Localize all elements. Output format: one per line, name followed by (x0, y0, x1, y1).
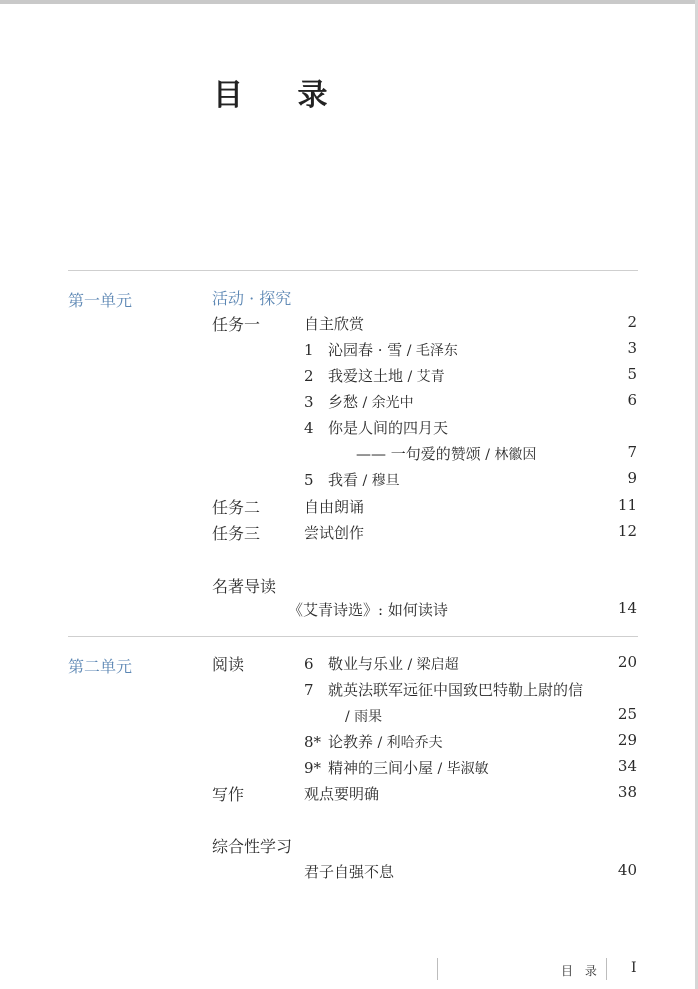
task-label: 任务三 (212, 524, 261, 543)
task-label: 任务二 (212, 498, 261, 517)
section-label: 写作 (212, 785, 245, 804)
page-number: 34 (617, 757, 637, 775)
page-number: 25 (617, 705, 637, 723)
lesson-author: / 穆旦 (358, 473, 400, 489)
lesson-author: / 利哈乔夫 (373, 735, 443, 751)
toc-entry[interactable] (304, 365, 445, 386)
page-number: 12 (617, 522, 637, 540)
toc-entry-subtitle[interactable] (356, 443, 536, 464)
page-number: 14 (617, 599, 637, 617)
page-title: 目 录 (213, 78, 350, 113)
section-head: 名著导读 (212, 577, 277, 596)
page-number: 29 (617, 731, 637, 749)
toc-entry-title[interactable]: 观点要明确 (304, 785, 380, 803)
lesson-number: 9* (304, 759, 322, 777)
lesson-number: 5 (304, 471, 314, 489)
toc-entry[interactable] (304, 469, 400, 490)
lesson-title: 我爱这土地 (328, 367, 404, 385)
page-number: 20 (617, 653, 637, 671)
toc-entry[interactable] (304, 653, 459, 674)
page-number: 11 (617, 496, 637, 514)
lesson-author: / 雨果 (345, 709, 383, 725)
lesson-subtitle: —— 一句爱的赞颂 (356, 445, 481, 463)
page-number: 40 (617, 861, 637, 879)
lesson-author: / 毕淑敏 (433, 761, 489, 777)
toc-entry[interactable] (304, 679, 583, 700)
toc-entry-title[interactable]: 《艾青诗选》: 如何读诗 (288, 601, 448, 619)
section-head: 活动 · 探究 (212, 289, 292, 308)
lesson-number: 1 (304, 341, 314, 359)
section-label: 阅读 (212, 655, 245, 674)
lesson-author: / 梁启超 (403, 657, 459, 673)
lesson-author: / 艾青 (403, 369, 445, 385)
lesson-number: 6 (304, 655, 314, 673)
lesson-title: 就英法联军远征中国致巴特勒上尉的信 (328, 681, 584, 699)
lesson-title: 沁园春 · 雪 (328, 341, 403, 359)
lesson-author: / 余光中 (358, 395, 414, 411)
page-number: 3 (627, 339, 637, 357)
lesson-number: 2 (304, 367, 314, 385)
toc-entry-title[interactable]: 自主欣赏 (304, 315, 365, 333)
lesson-title: 敬业与乐业 (328, 655, 404, 673)
toc-entry[interactable] (304, 339, 458, 360)
footer-divider (437, 958, 438, 980)
page-number: 9 (627, 469, 637, 487)
section-head: 综合性学习 (212, 837, 293, 856)
toc-entry-title[interactable]: 尝试创作 (304, 524, 365, 542)
lesson-title: 论教养 (328, 733, 374, 751)
toc-entry-title[interactable]: 君子自强不息 (304, 863, 395, 881)
page-number: 7 (627, 443, 637, 461)
footer-page-number: I (631, 960, 637, 976)
lesson-number: 3 (304, 393, 314, 411)
toc-entry[interactable] (304, 391, 414, 412)
footer-title: 目 录 (561, 964, 601, 978)
unit-label: 第一单元 (68, 291, 133, 310)
page-top-edge (0, 0, 698, 4)
task-label: 任务一 (212, 315, 261, 334)
toc-entry[interactable] (304, 731, 443, 752)
unit-divider (68, 270, 638, 271)
lesson-title: 你是人间的四月天 (328, 419, 449, 437)
page-number: 2 (627, 313, 637, 331)
lesson-title: 我看 (328, 471, 359, 489)
unit-divider (68, 636, 638, 637)
toc-entry[interactable] (304, 417, 448, 438)
page-number: 5 (627, 365, 637, 383)
lesson-author: / 毛泽东 (402, 343, 458, 359)
lesson-author: / 林徽因 (480, 447, 537, 463)
footer-divider (606, 958, 607, 980)
lesson-title: 精神的三间小屋 (328, 759, 434, 777)
lesson-number: 4 (304, 419, 314, 437)
lesson-title: 乡愁 (328, 393, 359, 411)
lesson-number: 7 (304, 681, 314, 699)
toc-entry-title[interactable]: 自由朗诵 (304, 498, 365, 516)
lesson-number: 8* (304, 733, 322, 751)
toc-entry[interactable] (304, 757, 489, 778)
unit-label: 第二单元 (68, 657, 133, 676)
page-number: 38 (617, 783, 637, 801)
page-number: 6 (627, 391, 637, 409)
